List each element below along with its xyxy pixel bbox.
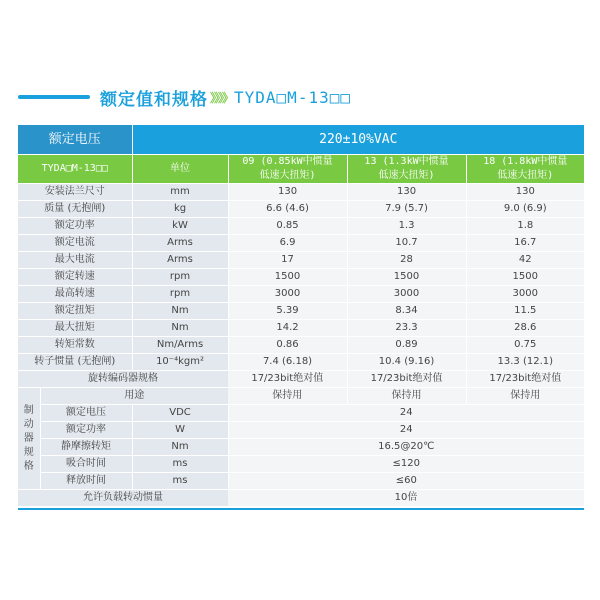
spec-row bbox=[18, 320, 584, 337]
spec-row bbox=[18, 184, 584, 201]
row-label: 安装法兰尺寸 bbox=[18, 184, 132, 201]
row-value: 0.85 bbox=[228, 218, 347, 235]
row-value: 3000 bbox=[228, 286, 347, 303]
row-unit: rpm bbox=[132, 286, 228, 303]
spec-row bbox=[18, 252, 584, 269]
row-unit: mm bbox=[132, 184, 228, 201]
brake-usage-label: 用途 bbox=[40, 388, 228, 405]
row-value: 1.8 bbox=[466, 218, 584, 235]
row-value: 1500 bbox=[228, 269, 347, 286]
model-name: TYDA□M-13□□ bbox=[18, 155, 132, 184]
unit-header: 单位 bbox=[132, 155, 228, 184]
brake-row-label: 静摩擦转矩 bbox=[40, 439, 132, 456]
row-label: 最高转速 bbox=[18, 286, 132, 303]
bottom-divider bbox=[18, 508, 584, 510]
spec-row bbox=[18, 303, 584, 320]
row-value: 1.3 bbox=[347, 218, 466, 235]
row-unit: Nm bbox=[132, 303, 228, 320]
row-value: 130 bbox=[228, 184, 347, 201]
brake-usage-row bbox=[18, 388, 584, 405]
row-value: 7.4 (6.18) bbox=[228, 354, 347, 371]
row-unit: kW bbox=[132, 218, 228, 235]
row-label: 质量 (无抱闸) bbox=[18, 201, 132, 218]
brake-usage-value: 保持用 bbox=[228, 388, 347, 405]
inertia-label: 允许负载转动惯量 bbox=[18, 490, 228, 507]
row-unit: Arms bbox=[132, 252, 228, 269]
brake-row-value: ≤60 bbox=[228, 473, 584, 490]
title-model: TYDA□M-13□□ bbox=[234, 87, 351, 107]
row-value: 0.89 bbox=[347, 337, 466, 354]
row-value: 0.86 bbox=[228, 337, 347, 354]
row-value: 28.6 bbox=[466, 320, 584, 337]
row-value: 6.9 bbox=[228, 235, 347, 252]
row-value: 17 bbox=[228, 252, 347, 269]
brake-row bbox=[18, 439, 584, 456]
brake-row bbox=[18, 422, 584, 439]
voltage-value: 220±10%VAC bbox=[132, 125, 584, 155]
spec-row bbox=[18, 235, 584, 252]
brake-row bbox=[18, 456, 584, 473]
row-value: 28 bbox=[347, 252, 466, 269]
row-value: 6.6 (4.6) bbox=[228, 201, 347, 218]
encoder-value: 17/23bit绝对值 bbox=[228, 371, 347, 388]
row-value: 1500 bbox=[347, 269, 466, 286]
page-title bbox=[18, 84, 351, 110]
row-value: 13.3 (12.1) bbox=[466, 354, 584, 371]
row-value: 1500 bbox=[466, 269, 584, 286]
spec-row bbox=[18, 337, 584, 354]
row-unit: Nm/Arms bbox=[132, 337, 228, 354]
model-header-row bbox=[18, 155, 584, 184]
row-value: 42 bbox=[466, 252, 584, 269]
row-unit: rpm bbox=[132, 269, 228, 286]
spec-row bbox=[18, 286, 584, 303]
row-label: 转子惯量 (无抱闸) bbox=[18, 354, 132, 371]
brake-row-label: 额定电压 bbox=[40, 405, 132, 422]
encoder-value: 17/23bit绝对值 bbox=[466, 371, 584, 388]
row-label: 额定转速 bbox=[18, 269, 132, 286]
row-label: 额定功率 bbox=[18, 218, 132, 235]
row-value: 23.3 bbox=[347, 320, 466, 337]
row-unit: 10⁻⁴kgm² bbox=[132, 354, 228, 371]
brake-usage-value: 保持用 bbox=[347, 388, 466, 405]
row-label: 额定电流 bbox=[18, 235, 132, 252]
brake-side-label: 制 动 器 规 格 bbox=[18, 388, 40, 490]
brake-usage-value: 保持用 bbox=[466, 388, 584, 405]
row-value: 9.0 (6.9) bbox=[466, 201, 584, 218]
brake-row bbox=[18, 405, 584, 422]
row-value: 10.7 bbox=[347, 235, 466, 252]
row-label: 额定扭矩 bbox=[18, 303, 132, 320]
spec-row bbox=[18, 269, 584, 286]
row-label: 最大扭矩 bbox=[18, 320, 132, 337]
row-label: 最大电流 bbox=[18, 252, 132, 269]
encoder-value: 17/23bit绝对值 bbox=[347, 371, 466, 388]
row-label: 转矩常数 bbox=[18, 337, 132, 354]
voltage-label: 额定电压 bbox=[18, 125, 132, 155]
row-value: 5.39 bbox=[228, 303, 347, 320]
row-value: 3000 bbox=[466, 286, 584, 303]
brake-row-unit: ms bbox=[132, 473, 228, 490]
row-value: 10.4 (9.16) bbox=[347, 354, 466, 371]
brake-row-unit: W bbox=[132, 422, 228, 439]
brake-row-value: 24 bbox=[228, 422, 584, 439]
brake-row-label: 额定功率 bbox=[40, 422, 132, 439]
row-unit: Arms bbox=[132, 235, 228, 252]
inertia-row bbox=[18, 490, 584, 507]
row-value: 14.2 bbox=[228, 320, 347, 337]
brake-row-value: 16.5@20℃ bbox=[228, 439, 584, 456]
row-value: 130 bbox=[347, 184, 466, 201]
row-value: 0.75 bbox=[466, 337, 584, 354]
row-value: 16.7 bbox=[466, 235, 584, 252]
brake-row-value: 24 bbox=[228, 405, 584, 422]
row-unit: Nm bbox=[132, 320, 228, 337]
row-value: 130 bbox=[466, 184, 584, 201]
encoder-label: 旋转编码器规格 bbox=[18, 371, 228, 388]
brake-row-label: 吸合时间 bbox=[40, 456, 132, 473]
brake-row-unit: Nm bbox=[132, 439, 228, 456]
row-unit: kg bbox=[132, 201, 228, 218]
brake-row-label: 释放时间 bbox=[40, 473, 132, 490]
row-value: 8.34 bbox=[347, 303, 466, 320]
spec-row bbox=[18, 201, 584, 218]
brake-row bbox=[18, 473, 584, 490]
variant-09: 09 (0.85kW中惯量 低速大扭矩) bbox=[228, 155, 347, 184]
brake-row-unit: ms bbox=[132, 456, 228, 473]
inertia-value: 10倍 bbox=[228, 490, 584, 507]
row-value: 11.5 bbox=[466, 303, 584, 320]
title-text: 额定值和规格 bbox=[100, 89, 208, 110]
title-accent-bar bbox=[18, 95, 90, 99]
spec-row bbox=[18, 354, 584, 371]
brake-row-value: ≤120 bbox=[228, 456, 584, 473]
variant-18: 18 (1.8kW中惯量 低速大扭矩) bbox=[466, 155, 584, 184]
row-value: 3000 bbox=[347, 286, 466, 303]
spec-table bbox=[18, 125, 584, 507]
encoder-row bbox=[18, 371, 584, 388]
brake-row-unit: VDC bbox=[132, 405, 228, 422]
title-arrows-icon: 》》》》 bbox=[210, 90, 233, 105]
voltage-header-row bbox=[18, 125, 584, 155]
row-value: 7.9 (5.7) bbox=[347, 201, 466, 218]
variant-13: 13 (1.3kW中惯量 低速大扭矩) bbox=[347, 155, 466, 184]
spec-row bbox=[18, 218, 584, 235]
